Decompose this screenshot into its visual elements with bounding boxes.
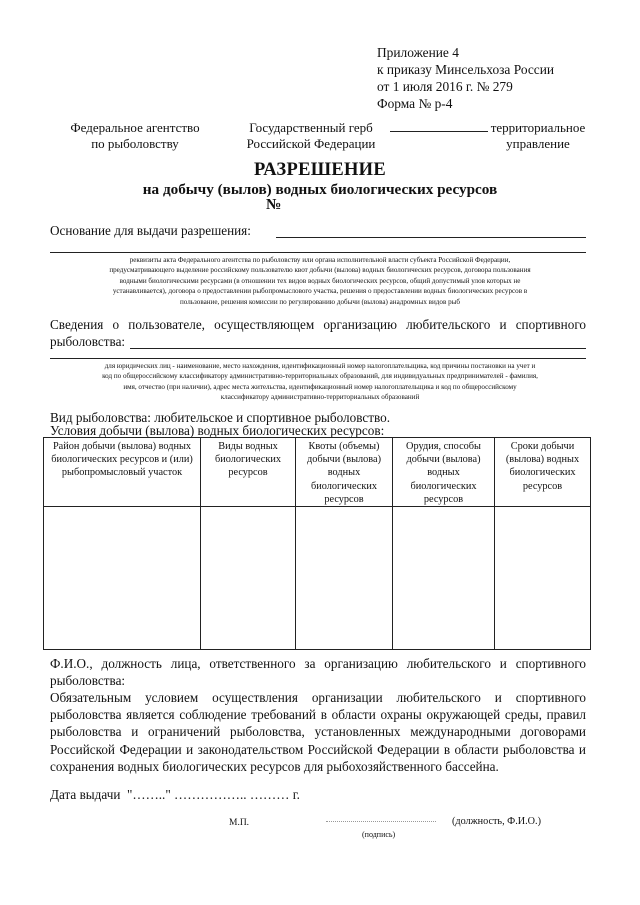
responsible-label: Ф.И.О., должность лица, ответственного за организацию любительского и спортивного bbox=[50, 656, 586, 671]
stamp-label: М.П. bbox=[229, 818, 250, 828]
user-field-line bbox=[130, 348, 586, 349]
table-cell[interactable] bbox=[393, 507, 495, 650]
territorial-office bbox=[488, 120, 588, 152]
annex-line: от 1 июля 2016 г. № 279 bbox=[377, 79, 513, 94]
territorial-line: территориальное bbox=[490, 120, 586, 135]
column-header-dates: Сроки добычи (вылова) водных биологических ресурсов bbox=[495, 438, 591, 507]
user-label-2: рыболовства: bbox=[50, 334, 126, 349]
emblem-line: Государственный герб bbox=[249, 120, 373, 135]
conditions-label: Условия добычи (вылова) водных биологических ресурсов: bbox=[50, 423, 385, 438]
agency-line: по рыболовству bbox=[91, 136, 179, 151]
table-cell[interactable] bbox=[296, 507, 393, 650]
basis-field-line-2 bbox=[50, 252, 586, 253]
basis-note-line: реквизиты акта Федерального агентства по рыболовству или органа исполнительной власти субъекта Российской Федерации, bbox=[129, 256, 511, 264]
annex-block bbox=[377, 44, 554, 112]
condition-line: рыболовства является соблюдение требований в области охраны окружающей среды, правил bbox=[50, 707, 586, 723]
agency-name bbox=[62, 120, 208, 152]
condition-line: Российской Федерации и законодательством Российской Федерации в области рыболовства и bbox=[50, 741, 586, 757]
responsible-label-2: рыболовства: bbox=[50, 673, 126, 688]
basis-note-line: предусматривающего выделение российскому пользователю квот добычи (вылова) водных биологических ресурсов, договора пользования bbox=[109, 266, 531, 275]
annex-line: к приказу Минсельхоза России bbox=[377, 62, 555, 77]
user-note bbox=[44, 361, 596, 403]
user-note-line: классификатору административно-территориальных образований bbox=[220, 393, 420, 402]
annex-line: Приложение 4 bbox=[377, 45, 459, 60]
basis-note-line: пользование, решения комиссии по регулированию добычи (вылова) анадромных видов рыб bbox=[179, 297, 460, 306]
basis-label: Основание для выдачи разрешения: bbox=[50, 223, 251, 238]
user-field-line-2 bbox=[50, 358, 586, 359]
conditions-table bbox=[43, 437, 591, 650]
user-note-line: имя, отчество (при наличии), адрес места жительства, идентификационный номер налогоплательщика и код по общероссийскому bbox=[123, 382, 517, 391]
column-header-quotas: Квоты (объемы) добычи (вылова) водных биологических ресурсов bbox=[296, 438, 393, 507]
document-subtitle: на добычу (вылов) водных биологических ресурсов bbox=[142, 181, 498, 198]
table-row bbox=[44, 507, 591, 650]
table-header-row bbox=[44, 438, 591, 507]
document-number: № bbox=[266, 196, 282, 213]
column-header-species: Виды водных биологических ресурсов bbox=[201, 438, 296, 507]
table-cell[interactable] bbox=[201, 507, 296, 650]
issue-date-label: Дата выдачи bbox=[50, 787, 121, 802]
basis-field-line bbox=[276, 237, 586, 238]
column-header-area: Район добычи (вылова) водных биологических ресурсов и (или) рыбопромысловый участок bbox=[44, 438, 201, 507]
user-note-line: код по общероссийскому классификатору административно-территориальных образований, для индивидуальных предпринимателей - фамилия, bbox=[102, 372, 538, 381]
user-note-line: для юридических лиц - наименование, место нахождения, идентификационный номер налогоплательщика, код причины постановки на учет и bbox=[104, 362, 536, 370]
annex-line: Форма № р-4 bbox=[377, 96, 453, 111]
column-header-gear: Орудия, способы добычи (вылова) водных биологических ресурсов bbox=[393, 438, 495, 507]
territorial-blank-line bbox=[390, 131, 488, 132]
condition-line: сохранения водных биологических ресурсов для рыбохозяйственного бассейна. bbox=[50, 758, 499, 774]
fishing-type: Вид рыболовства: любительское и спортивное рыболовство. bbox=[50, 410, 390, 425]
state-emblem bbox=[236, 120, 386, 152]
territorial-line: управление bbox=[506, 136, 570, 151]
signature-line[interactable] bbox=[326, 821, 436, 822]
condition-line: Обязательным условием осуществления организации любительского и спортивного bbox=[50, 690, 586, 705]
user-label: Сведения о пользователе, осуществляющем организацию любительского и спортивного bbox=[50, 317, 586, 332]
table-cell[interactable] bbox=[44, 507, 201, 650]
issue-date-value[interactable]: "…….." …………….. ……… г. bbox=[127, 787, 300, 802]
signature-caption: (подпись) bbox=[362, 830, 396, 839]
basis-note bbox=[44, 255, 596, 307]
emblem-line: Российской Федерации bbox=[246, 136, 376, 151]
basis-note-line: устанавливается), договора о предоставлении рыбопромыслового участка, решения о предоставлении водных биологических ресурсов в bbox=[112, 287, 528, 296]
basis-note-line: водными биологическими ресурсами (в отношении тех видов водных биологических ресурсов, общий допустимый улов которых не bbox=[119, 276, 521, 285]
position-caption: (должность, Ф.И.О.) bbox=[452, 816, 541, 827]
condition-line: рыболовства и ограничений рыболовства, установленных международными договорами bbox=[50, 724, 586, 740]
condition-paragraph bbox=[50, 689, 586, 775]
agency-line: Федеральное агентство bbox=[70, 120, 200, 135]
table-cell[interactable] bbox=[495, 507, 591, 650]
document-title: РАЗРЕШЕНИЕ bbox=[253, 160, 386, 180]
